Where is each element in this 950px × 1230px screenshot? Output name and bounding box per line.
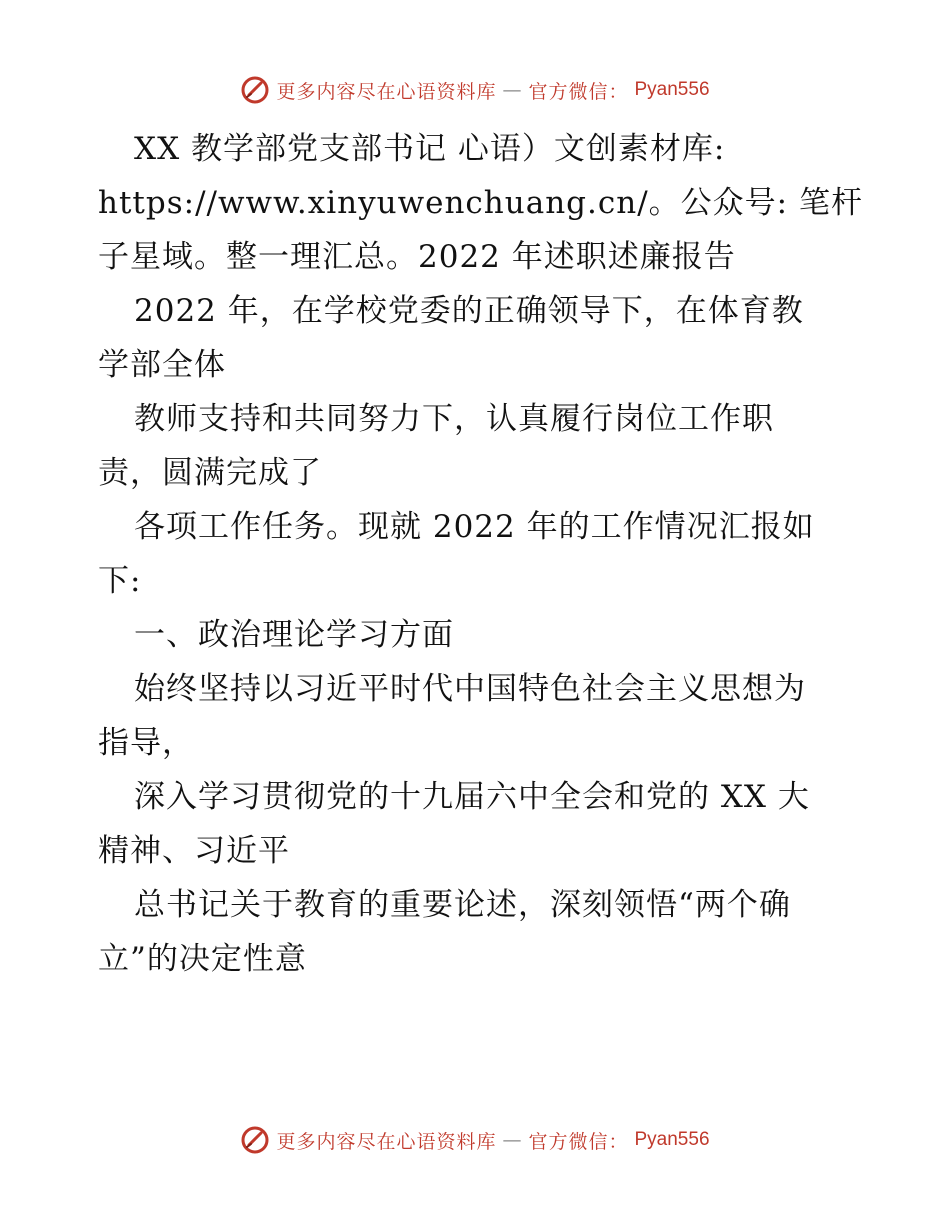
body-line: 始终坚持以习近平时代中国特色社会主义思想为 [134, 671, 806, 707]
body-line: 2022 年，在学校党委的正确领导下，在体育教 [134, 293, 804, 329]
body-line: https://www.xinyuwenchuang.cn/。公众号: 笔杆 [98, 185, 863, 221]
watermark-contact-label: 官方微信： [528, 1130, 629, 1153]
brush-circle-logo-icon [240, 1125, 270, 1155]
body-line: 教师支持和共同努力下，认真履行岗位工作职 [134, 401, 774, 437]
body-line: 立”的决定性意 [98, 941, 307, 977]
watermark-separator: — [502, 79, 523, 101]
section-heading: 一、政治理论学习方面 [134, 617, 454, 653]
body-line: 深入学习贯彻党的十九届六中全会和党的 XX 大 [134, 779, 810, 815]
watermark-contact-id: Pyan556 [634, 79, 710, 100]
body-line: 子星域。整一理汇总。2022 年述职述廉报告 [98, 239, 736, 275]
footer-watermark-banner [0, 1120, 950, 1160]
watermark-contact-id: Pyan556 [634, 1129, 710, 1150]
watermark-contact-label: 官方微信： [528, 80, 629, 103]
body-line: 下: [98, 563, 142, 599]
body-line: 指导， [98, 725, 194, 761]
document-body [98, 122, 863, 986]
body-line: XX 教学部党支部书记 心语）文创素材库: [134, 131, 726, 167]
watermark-main-text: 更多内容尽在心语资料库 [276, 1130, 497, 1153]
header-watermark-banner [0, 70, 950, 110]
body-line: 各项工作任务。现就 2022 年的工作情况汇报如 [134, 509, 815, 545]
body-line: 精神、习近平 [98, 833, 290, 869]
brush-circle-logo-icon [240, 75, 270, 105]
watermark-main-text: 更多内容尽在心语资料库 [276, 80, 497, 103]
watermark-separator: — [502, 1129, 523, 1151]
body-line: 学部全体 [98, 347, 226, 383]
body-line: 总书记关于教育的重要论述，深刻领悟“两个确 [134, 887, 791, 923]
body-line: 责，圆满完成了 [98, 455, 322, 491]
